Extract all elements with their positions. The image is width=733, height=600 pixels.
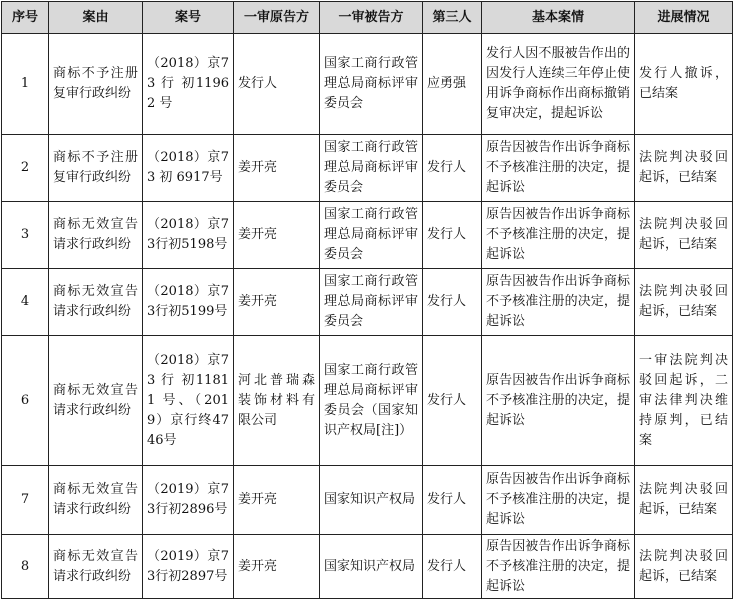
cell-case-no: （2018）京73 行 初11811 号、（2019）京行终4746号 xyxy=(143,336,234,466)
cell-cause: 商标不予注册复审行政纠纷 xyxy=(49,135,143,202)
cell-defendant: 国家工商行政管理总局商标评审委员会 xyxy=(320,135,423,202)
table-row xyxy=(2,269,733,336)
cell-third-party: 应勇强 xyxy=(423,34,482,135)
cell-progress: 法院判决驳回起诉，已结案 xyxy=(635,135,733,202)
cell-plaintiff: 姜开亮 xyxy=(234,135,320,202)
cell-third-party: 发行人 xyxy=(423,535,482,599)
cell-cause: 商标无效宣告请求行政纠纷 xyxy=(49,202,143,269)
header-third-party: 第三人 xyxy=(423,2,482,34)
cell-no: 2 xyxy=(2,135,49,202)
cell-progress: 发行人撤诉，已结案 xyxy=(635,34,733,135)
cell-case-no: （2018）京73 行 初11962 号 xyxy=(143,34,234,135)
cell-cause: 商标无效宣告请求行政纠纷 xyxy=(49,535,143,599)
cell-third-party: 发行人 xyxy=(423,269,482,336)
cell-facts: 原告因被告作出诉争商标不予核准注册的决定，提起诉讼 xyxy=(482,269,635,336)
cell-no: 6 xyxy=(2,336,49,466)
header-facts: 基本案情 xyxy=(482,2,635,34)
cell-facts: 发行人因不服被告作出的因发行人连续三年停止使用诉争商标作出商标撤销复审决定，提起诉讼 xyxy=(482,34,635,135)
cell-plaintiff: 发行人 xyxy=(234,34,320,135)
cell-case-no: （2018）京73行初5199号 xyxy=(143,269,234,336)
table-row xyxy=(2,34,733,135)
header-case-no: 案号 xyxy=(143,2,234,34)
cell-defendant: 国家工商行政管理总局商标评审委员会（国家知识产权局[注]） xyxy=(320,336,423,466)
cell-plaintiff: 河北普瑞森装饰材料有限公司 xyxy=(234,336,320,466)
cell-no: 4 xyxy=(2,269,49,336)
cell-no: 8 xyxy=(2,535,49,599)
cell-case-no: （2018）京73 初 6917号 xyxy=(143,135,234,202)
cell-facts: 原告因被告作出诉争商标不予核准注册的决定，提起诉讼 xyxy=(482,135,635,202)
cell-cause: 商标不予注册复审行政纠纷 xyxy=(49,34,143,135)
cell-no: 3 xyxy=(2,202,49,269)
cell-third-party: 发行人 xyxy=(423,135,482,202)
cell-progress: 一审法院判决驳回起诉，二审法律判决维持原判，已结案 xyxy=(635,336,733,466)
header-defendant: 一审被告方 xyxy=(320,2,423,34)
cell-third-party: 发行人 xyxy=(423,336,482,466)
cell-case-no: （2019）京73行初2896号 xyxy=(143,466,234,535)
table-row xyxy=(2,202,733,269)
cell-cause: 商标无效宣告请求行政纠纷 xyxy=(49,269,143,336)
cell-facts: 原告因被告作出诉争商标不予核准注册的决定，提起诉讼 xyxy=(482,202,635,269)
cell-no: 7 xyxy=(2,466,49,535)
header-progress: 进展情况 xyxy=(635,2,733,34)
cell-case-no: （2019）京73行初2897号 xyxy=(143,535,234,599)
cell-plaintiff: 姜开亮 xyxy=(234,466,320,535)
header-row xyxy=(2,2,733,34)
header-no: 序号 xyxy=(2,2,49,34)
cell-defendant: 国家工商行政管理总局商标评审委员会 xyxy=(320,34,423,135)
cell-no: 1 xyxy=(2,34,49,135)
cell-cause: 商标无效宣告请求行政纠纷 xyxy=(49,336,143,466)
table-row xyxy=(2,466,733,535)
cell-plaintiff: 姜开亮 xyxy=(234,269,320,336)
cell-facts: 原告因被告作出诉争商标不予核准注册的决定，提起诉讼 xyxy=(482,336,635,466)
table-row xyxy=(2,135,733,202)
table-row xyxy=(2,336,733,466)
cell-plaintiff: 姜开亮 xyxy=(234,202,320,269)
cell-facts: 原告因被告作出诉争商标不予核准注册的决定，提起诉讼 xyxy=(482,466,635,535)
cell-defendant: 国家知识产权局 xyxy=(320,535,423,599)
cell-third-party: 发行人 xyxy=(423,466,482,535)
cell-facts: 原告因被告作出诉争商标不予核准注册的决定，提起诉讼 xyxy=(482,535,635,599)
cell-progress: 法院判决驳回起诉，已结案 xyxy=(635,269,733,336)
cell-defendant: 国家工商行政管理总局商标评审委员会 xyxy=(320,202,423,269)
table-row xyxy=(2,535,733,599)
cell-progress: 法院判决驳回起诉，已结案 xyxy=(635,535,733,599)
cell-defendant: 国家知识产权局 xyxy=(320,466,423,535)
cell-plaintiff: 姜开亮 xyxy=(234,535,320,599)
header-plaintiff: 一审原告方 xyxy=(234,2,320,34)
cell-cause: 商标无效宣告请求行政纠纷 xyxy=(49,466,143,535)
cell-case-no: （2018）京73行初5198号 xyxy=(143,202,234,269)
cell-third-party: 发行人 xyxy=(423,202,482,269)
cell-progress: 法院判决驳回起诉，已结案 xyxy=(635,202,733,269)
cell-progress: 法院判决驳回起诉，已结案 xyxy=(635,466,733,535)
litigation-table xyxy=(1,1,733,599)
header-cause: 案由 xyxy=(49,2,143,34)
cell-defendant: 国家工商行政管理总局商标评审委员会 xyxy=(320,269,423,336)
